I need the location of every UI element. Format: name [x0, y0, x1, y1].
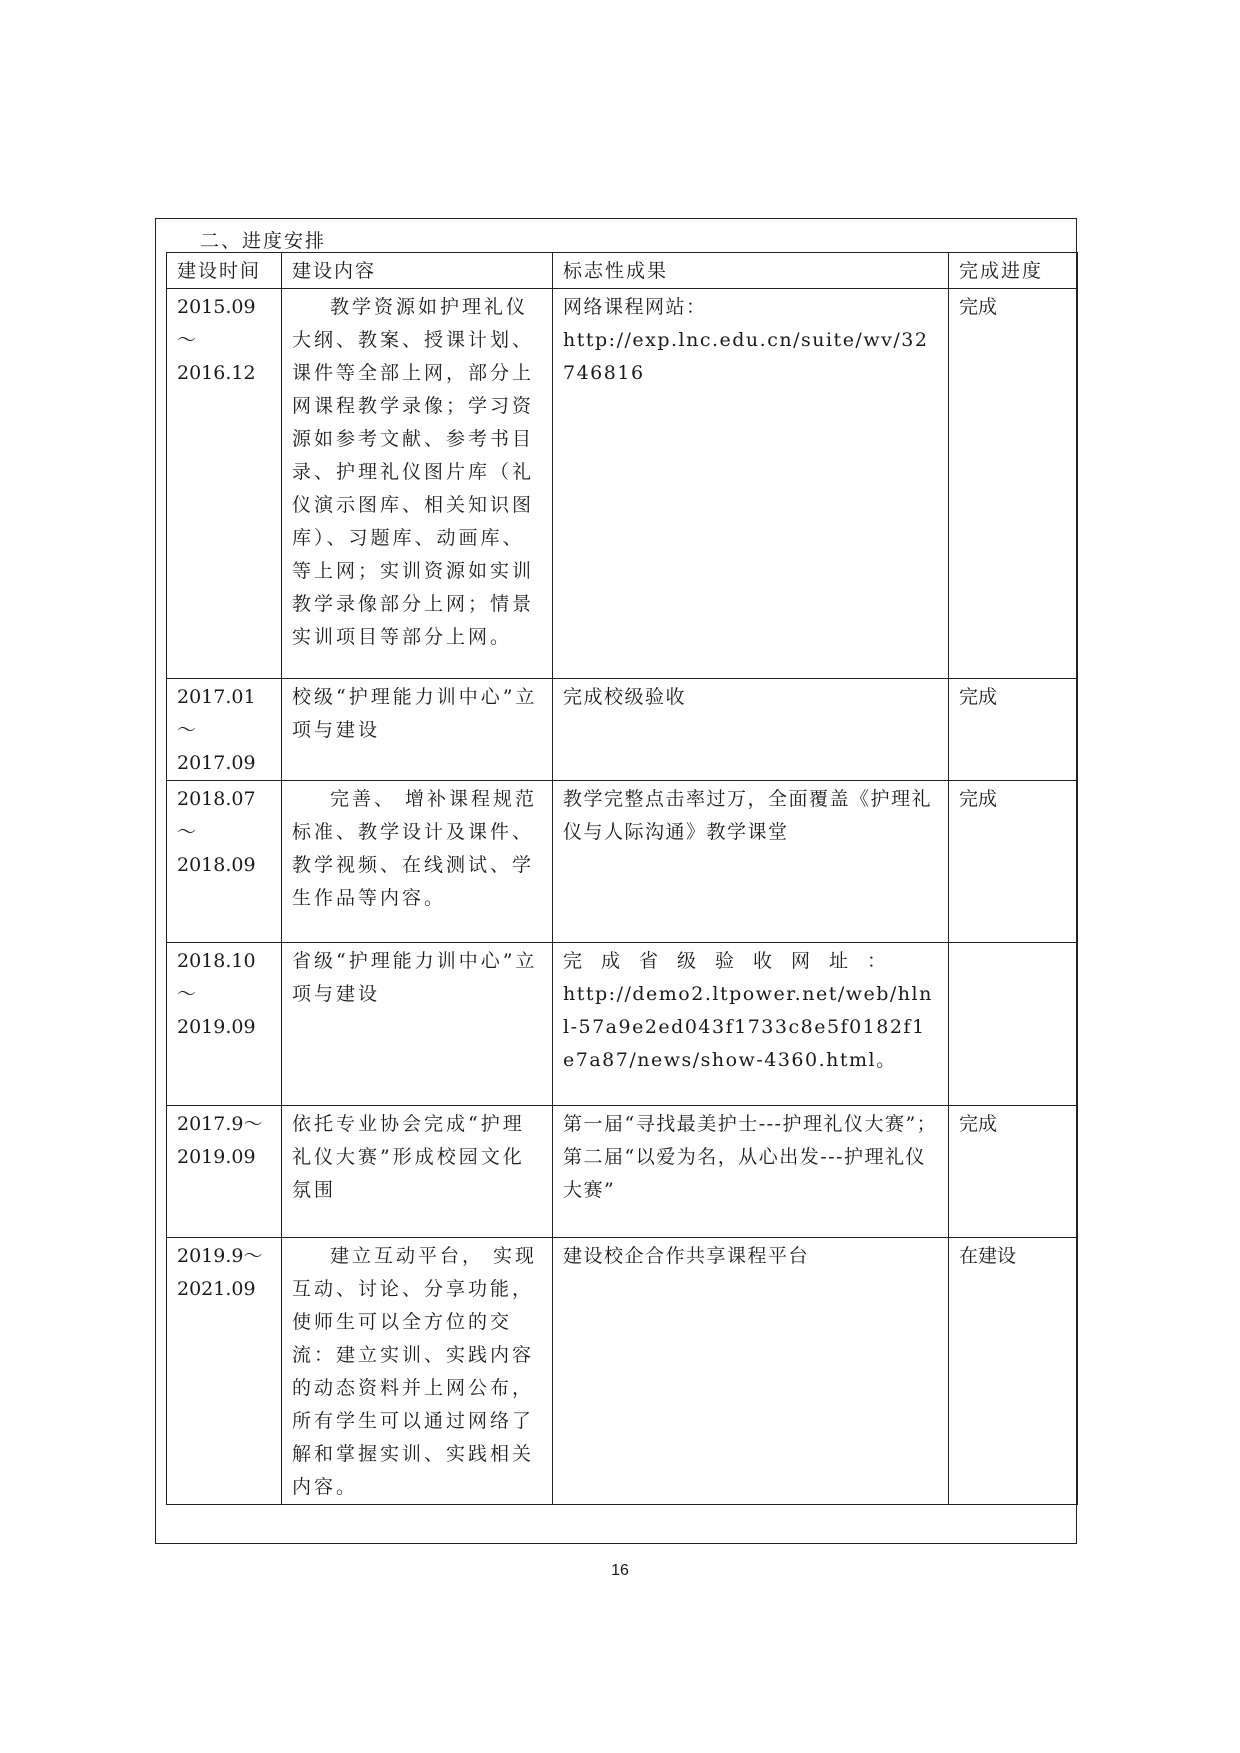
- time-end: 2021.09: [177, 1278, 256, 1300]
- status-cell: 完成: [949, 289, 1078, 679]
- result-cell: [553, 1238, 949, 1505]
- status-cell: [949, 943, 1078, 1106]
- time-separator: ～: [177, 329, 197, 351]
- result-cell: [553, 781, 949, 943]
- content-cell: 省级“护理能力训中心”立项与建设: [282, 943, 553, 1106]
- time-start: 2019.9～: [177, 1245, 263, 1267]
- table-row: [167, 1238, 1078, 1505]
- time-end: 2019.09: [177, 1146, 256, 1168]
- time-cell: [167, 1106, 282, 1238]
- time-cell: [167, 781, 282, 943]
- content-cell: 教学资源如护理礼仪大纲、教案、授课计划、课件等全部上网，部分上网课程教学录像；学习资源如参考文献、参考书目录、护理礼仪图片库（礼仪演示图库、相关知识图库）、习题库、动画库、等上网；实训资源如实训教学录像部分上网；情景实训项目等部分上网。: [282, 289, 553, 679]
- result-link: http://exp.lnc.edu.cn/suite/wv/32746816: [563, 329, 929, 384]
- table-row: [167, 1106, 1078, 1238]
- time-start: 2018.10: [177, 950, 256, 972]
- status-cell: 完成: [949, 679, 1078, 781]
- time-cell: [167, 1238, 282, 1505]
- time-start: 2015.09: [177, 296, 256, 318]
- table-row: [167, 781, 1078, 943]
- table-row: [167, 679, 1078, 781]
- result-cell: [553, 1106, 949, 1238]
- time-separator: ～: [177, 983, 197, 1005]
- result-line: 教学完整点击率过万，全面覆盖《护理礼仪与人际沟通》教学课堂: [563, 788, 933, 843]
- time-cell: [167, 679, 282, 781]
- header-content: 建设内容: [282, 253, 553, 289]
- result-line: 第一届“寻找最美护士---护理礼仪大赛”；: [563, 1113, 938, 1135]
- status-cell: 完成: [949, 1106, 1078, 1238]
- schedule-table: [166, 252, 1078, 1505]
- time-start: 2018.07: [177, 788, 256, 810]
- status-cell: 完成: [949, 781, 1078, 943]
- header-status: 完成进度: [949, 253, 1078, 289]
- time-separator: ～: [177, 821, 197, 843]
- time-start: 2017.01: [177, 686, 256, 708]
- result-line: 第二届“以爱为名，从心出发---护理礼仪大赛”: [563, 1146, 926, 1201]
- result-line: 完成省级验收网址：: [563, 950, 906, 972]
- time-cell: [167, 943, 282, 1106]
- status-cell: 在建设: [949, 1238, 1078, 1505]
- page-number: 16: [611, 1562, 629, 1579]
- time-end: 2017.09: [177, 752, 256, 774]
- time-separator: ～: [177, 719, 197, 741]
- time-end: 2018.09: [177, 854, 256, 876]
- result-cell: [553, 289, 949, 679]
- table-row: [167, 289, 1078, 679]
- header-time: 建设时间: [167, 253, 282, 289]
- content-cell: 校级“护理能力训中心”立项与建设: [282, 679, 553, 781]
- content-cell: 依托专业协会完成“护理礼仪大赛”形成校园文化氛围: [282, 1106, 553, 1238]
- result-cell: [553, 943, 949, 1106]
- result-cell: [553, 679, 949, 781]
- table-header-row: [167, 253, 1078, 289]
- table-row: [167, 943, 1078, 1106]
- section-title: 二、进度安排: [200, 230, 327, 252]
- time-cell: [167, 289, 282, 679]
- content-cell: 完善、 增补课程规范标准、教学设计及课件、教学视频、在线测试、学生作品等内容。: [282, 781, 553, 943]
- header-result: 标志性成果: [553, 253, 949, 289]
- time-start: 2017.9～: [177, 1113, 263, 1135]
- result-line: 建设校企合作共享课程平台: [563, 1245, 810, 1267]
- time-end: 2019.09: [177, 1016, 256, 1038]
- result-line: 完成校级验收: [563, 686, 687, 708]
- result-line: 网络课程网站：: [563, 296, 707, 318]
- time-end: 2016.12: [177, 362, 256, 384]
- result-link: http://demo2.ltpower.net/web/hlnl-57a9e2ed043f1733c8e5f0182f1e7a87/news/show-4360.html。: [563, 983, 933, 1071]
- content-cell: 建立互动平台， 实现互动、讨论、分享功能，使师生可以全方位的交流：建立实训、实践内容的动态资料并上网公布，所有学生可以通过网络了解和掌握实训、实践相关内容。: [282, 1238, 553, 1505]
